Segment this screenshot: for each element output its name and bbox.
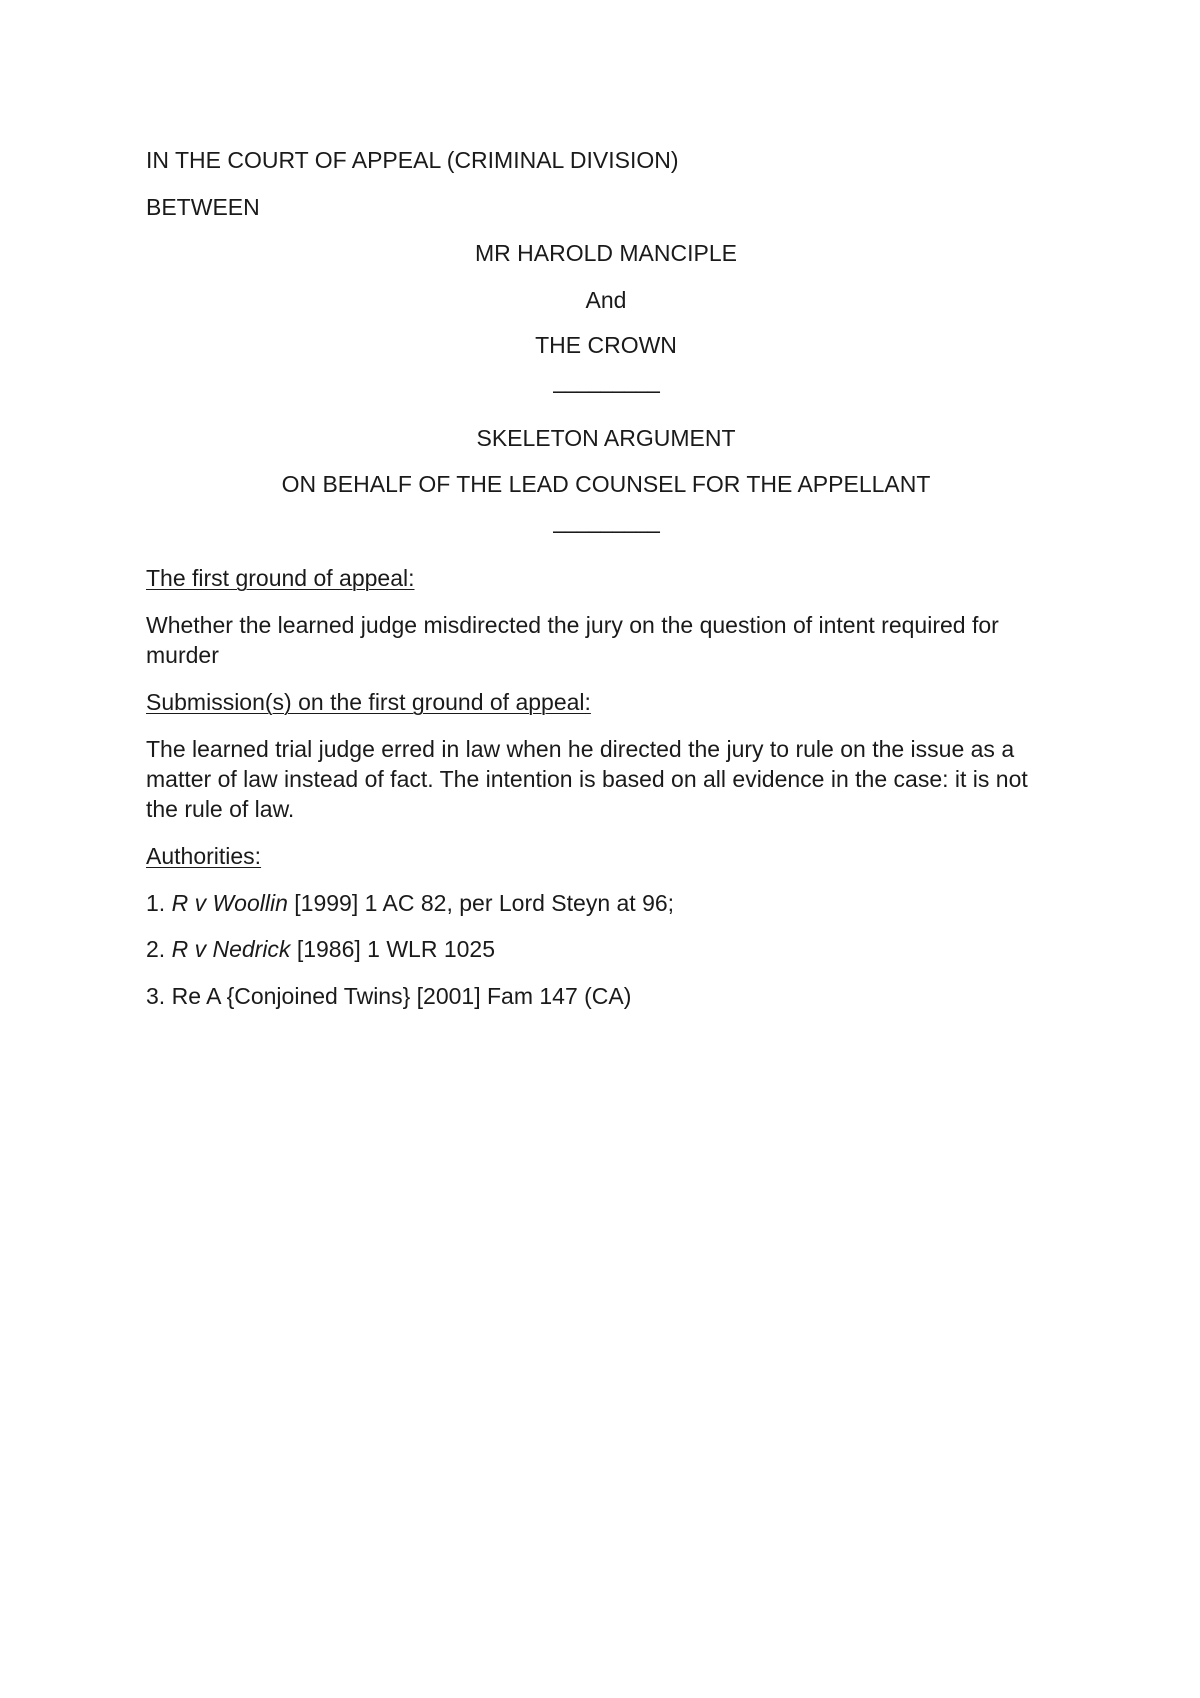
- submission-heading: [146, 687, 1066, 717]
- authority-citation: Re A {Conjoined Twins} [2001] Fam 147 (CA): [171, 983, 632, 1009]
- ground-text: Whether the learned judge misdirected the jury on the question of intent required for murder: [146, 612, 999, 668]
- authority-number: 2.: [146, 936, 172, 962]
- between-label: BETWEEN: [146, 194, 260, 220]
- authority-citation: [1999] 1 AC 82, per Lord Steyn at 96;: [287, 890, 675, 916]
- authority-case-name: R v Nedrick: [171, 936, 291, 962]
- document-subtitle: ON BEHALF OF THE LEAD COUNSEL FOR THE APPELLANT: [281, 471, 931, 497]
- document-title: SKELETON ARGUMENT: [476, 425, 736, 451]
- authority-case-name: R v Woollin: [171, 890, 288, 916]
- respondent-name: THE CROWN: [535, 332, 677, 358]
- authority-citation: [1986] 1 WLR 1025: [290, 936, 496, 962]
- submission-text: The learned trial judge erred in law when he directed the jury to rule on the issue as a matter of law instead of fact. The intention is based on all evidence in the case: it is not the rule of law.: [146, 736, 1028, 822]
- court-heading: IN THE COURT OF APPEAL (CRIMINAL DIVISION): [146, 147, 679, 173]
- submission-heading-text: Submission(s) on the first ground of appeal:: [146, 689, 591, 715]
- separator-top: –––––––––: [552, 377, 660, 403]
- appellant-name: MR HAROLD MANCIPLE: [475, 240, 737, 266]
- document-page: [146, 0, 1066, 1698]
- authorities-heading-text: Authorities:: [146, 843, 262, 869]
- authority-item: [146, 934, 1066, 964]
- ground-heading-text: The first ground of appeal:: [146, 565, 415, 591]
- ground-heading: [146, 563, 1066, 593]
- and-label: And: [585, 287, 627, 313]
- authority-number: 1.: [146, 890, 172, 916]
- authority-item: [146, 981, 1066, 1011]
- authority-number: 3.: [146, 983, 172, 1009]
- authorities-heading: [146, 841, 1066, 871]
- separator-bottom: –––––––––: [552, 517, 660, 543]
- authority-item: [146, 888, 1066, 918]
